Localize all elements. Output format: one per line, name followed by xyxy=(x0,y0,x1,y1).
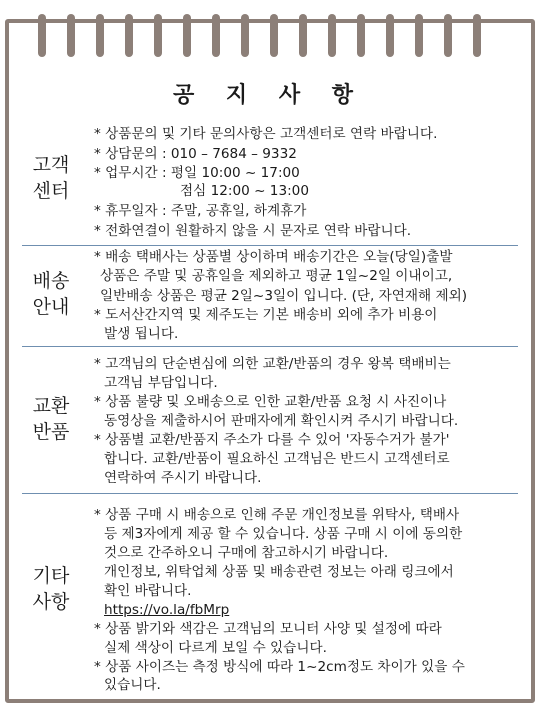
notice-line: 있습니다. xyxy=(104,677,161,693)
notice-line: * 상품 사이즈는 측정 방식에 따라 1~2cm정도 차이가 있을 수 xyxy=(94,659,465,675)
binder-ring-icon xyxy=(241,14,249,57)
section-label-line: 배송 xyxy=(32,270,70,292)
notice-line: 고객님 부담입니다. xyxy=(104,375,218,391)
section-label xyxy=(22,563,80,615)
notice-line: * 상품문의 및 기타 문의사항은 고객센터로 연락 바랍니다. xyxy=(94,126,438,142)
notice-line: * 도서산간지역 및 제주도는 기본 배송비 외에 추가 비용이 xyxy=(94,307,438,323)
binder-ring-icon xyxy=(473,14,481,57)
binder-ring-icon xyxy=(357,14,365,57)
section-other xyxy=(22,506,518,693)
notice-line: * 상품 불량 및 오배송으로 인한 교환/반품 요청 시 사진이나 xyxy=(94,394,447,410)
notice-line: 일반배송 상품은 평균 2일~3일이 입니다. (단, 자연재해 제외) xyxy=(100,288,468,304)
binder-rings xyxy=(0,0,538,60)
binder-ring-icon xyxy=(183,14,191,57)
section-label-line: 안내 xyxy=(32,296,70,318)
page-title: 공 지 사 항 xyxy=(173,83,365,108)
section-label xyxy=(22,268,80,320)
binder-ring-icon xyxy=(38,14,46,57)
notice-line: * 전화연결이 원활하지 않을 시 문자로 연락 바랍니다. xyxy=(94,223,412,239)
section-label-line: 사항 xyxy=(32,591,70,613)
notice-line: * 고객님의 단순변심에 의한 교환/반품의 경우 왕복 택배비는 xyxy=(94,356,451,372)
notice-line: 연락하여 주시기 바랍니다. xyxy=(104,470,262,486)
section-label xyxy=(22,393,80,445)
binder-ring-icon xyxy=(299,14,307,57)
section-label-line: 교환 xyxy=(32,395,70,417)
notice-line: 실제 색상이 다르게 보일 수 있습니다. xyxy=(104,640,327,656)
section-shipping xyxy=(22,248,518,344)
info-link[interactable]: https://vo.la/fbMrp xyxy=(104,602,230,618)
binder-ring-icon xyxy=(386,14,394,57)
binder-ring-icon xyxy=(270,14,278,57)
notice-line: * 상품별 교환/반품지 주소가 다를 수 있어 '자동수거가 불가' xyxy=(94,432,450,448)
notice-line: 것으로 간주하오니 구매에 참고하시기 바랍니다. xyxy=(104,545,389,561)
section-divider xyxy=(22,245,518,246)
notice-line: 동영상을 제출하시어 판매자에게 확인시켜 주시기 바랍니다. xyxy=(104,413,459,429)
section-customer-center xyxy=(22,125,518,243)
section-exchange-return xyxy=(22,355,518,489)
binder-ring-icon xyxy=(96,14,104,57)
binder-ring-icon xyxy=(212,14,220,57)
binder-ring-icon xyxy=(328,14,336,57)
section-label-line: 반품 xyxy=(32,421,70,443)
notice-line: * 배송 택배사는 상품별 상이하며 배송기간은 오늘(당일)출발 xyxy=(94,249,453,265)
notice-line: 확인 바랍니다. xyxy=(104,583,192,599)
notice-line: * 상품 구매 시 배송으로 인해 주문 개인정보를 위탁사, 택배사 xyxy=(94,507,460,523)
binder-ring-icon xyxy=(67,14,75,57)
binder-ring-icon xyxy=(125,14,133,57)
section-divider xyxy=(22,346,518,347)
section-divider xyxy=(22,493,518,494)
section-label xyxy=(22,152,80,204)
notice-line: * 상품 밝기와 색감은 고객님의 모니터 사양 및 설정에 따라 xyxy=(94,621,442,637)
notice-line: 등 제3자에게 제공 할 수 있습니다. 상품 구매 시 이에 동의한 xyxy=(104,526,463,542)
notice-line: 발생 됩니다. xyxy=(104,326,179,342)
binder-ring-icon xyxy=(415,14,423,57)
notice-line: 점심 12:00 ~ 13:00 xyxy=(180,183,309,199)
notice-line: * 휴무일자 : 주말, 공휴일, 하계휴가 xyxy=(94,203,307,219)
section-label-line: 센터 xyxy=(32,180,70,202)
notice-line: * 상담문의 : 010 – 7684 – 9332 xyxy=(94,146,297,162)
notice-line: * 업무시간 : 평일 10:00 ~ 17:00 xyxy=(94,165,300,181)
notice-line: 개인정보, 위탁업체 상품 및 배송관련 정보는 아래 링크에서 xyxy=(104,564,454,580)
section-label-line: 고객 xyxy=(32,154,70,176)
notice-line: 상품은 주말 및 공휴일을 제외하고 평균 1일~2일 이내이고, xyxy=(100,268,453,284)
section-label-line: 기타 xyxy=(32,565,70,587)
binder-ring-icon xyxy=(444,14,452,57)
notice-line: 합니다. 교환/반품이 필요하신 고객님은 반드시 고객센터로 xyxy=(104,451,450,467)
binder-ring-icon xyxy=(154,14,162,57)
